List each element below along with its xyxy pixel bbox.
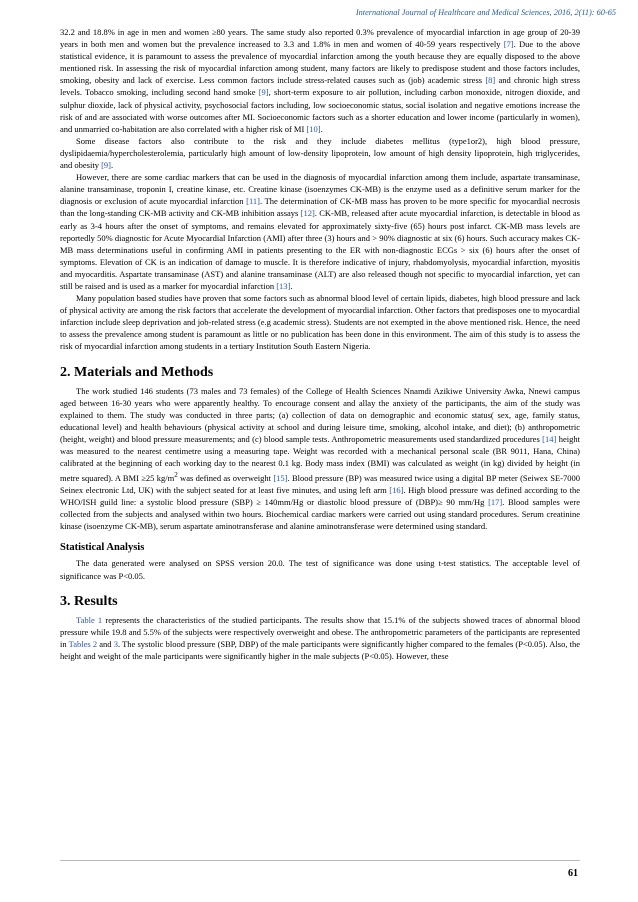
- text-run: . Due to the above statistical evidence, it is paramount to assess the prevalence of myocardial infarction among the youth because they are equally disposed to the above mentioned risk. In assessing the risk of myocardial infarction among student, many factors are likely to predispose student and those factors includes, smoking, obesity and lack of exercise. Less common factors include stress-related causes such as (job) academic stress: [60, 39, 581, 86]
- results-heading: 3. Results: [60, 593, 118, 609]
- superscript: 2: [174, 471, 178, 480]
- methods-paragraph: [60, 385, 580, 533]
- text-run: Some disease factors also contribute to the risk and they include diabetes mellitus (type1or2), high blood pressure, dyslipidaemia/hypercholesterolemia, particularly high amount of low-density lipoprotein, low amount of high density lipoprotein, high triglycerides, and obesity: [60, 135, 580, 171]
- citation-link[interactable]: Tables 2: [68, 638, 98, 649]
- text-run: Many population based studies have proven that some factors such as abnormal blood level of certain lipids, diabetes, high blood pressure and lack of physical activity are among the risk factors that accelerate the development of myocardial infarction. Other factors that predisposes one to myocardial infarction include sleep deprivation and job-related stress (e.g academic stress). Students are not exempted in the above mentioned risk. Hence, the need to assess the prevalence among student is paramount as little or no publication has been done in this environment. The aim of this study is to assess the risk of myocardial infarction among students in a tertiary Institution South Eastern Nigeria.: [60, 293, 580, 352]
- text-run: .: [290, 280, 293, 291]
- citation-link[interactable]: [9]: [258, 87, 269, 98]
- results-paragraph: [60, 614, 580, 662]
- methods-heading: 2. Materials and Methods: [60, 364, 214, 380]
- intro-paragraph-3: [60, 171, 580, 292]
- article-body: [60, 26, 580, 662]
- text-run: The data generated were analysed on SPSS version 20.0. The test of significance was done using t-test statistics. The acceptable level of significance was P<0.05.: [60, 558, 580, 581]
- citation-link[interactable]: 3: [113, 638, 118, 649]
- citation-link[interactable]: Table 1: [76, 614, 103, 625]
- citation-link[interactable]: [17]: [488, 497, 503, 508]
- text-run: However, there are some cardiac markers that can be used in the diagnosis of myocardial infarction among them include, aspartate transaminase, alanine transaminase, troponin I, creatine kinase, etc. Creatine kinase (isoenzymes CK-MB) is the enzyme used as a definitive serum marker for the diagnosis or exclusion of acute myocardial infarction: [60, 172, 580, 207]
- journal-header: International Journal of Healthcare and Medical Sciences, 2016, 2(11): 60-65: [355, 8, 616, 17]
- intro-paragraph-4: [60, 292, 580, 352]
- citation-link[interactable]: [11]: [246, 196, 261, 207]
- statistical-analysis-paragraph: [60, 557, 580, 581]
- text-run: was defined as overweight: [177, 473, 274, 484]
- text-run: height was measured to the nearest centimetre using a measuring tape. Weight was recorded with a mechanical personal scale (BR 9011, Hana, China) calibrated at the beginning of each working day to the nearest 0.1 kg. Body mass index (BMI) was calculated as weight (in kg) divided by height (in metre squared). A BMI ≥25 kg/m: [60, 433, 580, 484]
- text-run: .: [111, 160, 114, 171]
- intro-paragraph-2: [60, 135, 580, 171]
- text-run: and chronic high stress levels. Tobacco smoking, including second hand smoke: [60, 75, 581, 98]
- text-run: and: [97, 638, 114, 649]
- citation-link[interactable]: [8]: [485, 75, 496, 86]
- text-run: . CK-MB, released after acute myocardial infarction, is detectable in blood as early as 3-4 hours after the onset of symptoms, and remains elevated for approximately sixty-five (65) hours post infarct. CK-MB mass levels are reportedly 50% diagnostic for Acute Myocardial Infarction (AMI) after three (3) hours and > 90% diagnostic at six (6) hours. Such accuracy makes CK-MB mass determinations useful in confirming AMI in patients presenting to the ER with non-diagnostic ECGs > six (6) hours after the onset of symptoms. Elevation of CK is an indication of damage to muscle. It is therefore indicative of injury, rhabdomyolysis, myocardial infarction, myositis and myocarditis. Aspartate transaminase (AST) and alanine transaminase (ALT) are also released though not specific to myocardial infarction, yet can still be raised and is used as a marker for myocardial infarction: [60, 208, 580, 291]
- footer-rule: [60, 860, 580, 861]
- citation-link[interactable]: [9]: [101, 160, 111, 171]
- citation-link[interactable]: [14]: [542, 433, 557, 444]
- text-run: .: [320, 123, 323, 134]
- citation-link[interactable]: [7]: [503, 39, 514, 50]
- text-run: . The determination of CK-MB mass has proven to be more specific for myocardial necrosis than the long-standing CK-MB activity and CK-MB inhibition assays: [60, 196, 580, 219]
- text-run: . High blood pressure was defined according to the WHO/ISH guild line: a systolic blood pressure (SBP) ≥ 140mm/Hg or diastolic blood pressure of (DBP)≥ 90 mm/Hg: [60, 485, 580, 508]
- text-run: 32.2 and 18.8% in age in men and women ≥80 years. The same study also reported 0.3% prevalence of myocardial infarction in age group of 20-39 years in both men and women but the prevalence increased to 3.3 and 1.8% in men and women of 40-59 years respectively: [60, 27, 580, 50]
- text-run: , short-term exposure to air pollution, including carbon monoxide, nitrogen dioxide, and sulphur dioxide, lack of physical activity, psychosocial factors including, low socioeconomic status, social isolation and negative emotions increase the risk of and are associated with worse outcomes after MI. Socioeconomic factors such as a shorter education and lower income (particularly in women), and unmarried co-habitation are also correlated with a higher risk of MI: [60, 87, 580, 134]
- page-number: 61: [568, 868, 578, 879]
- text-run: . Blood samples were collected from the subjects and analysed within two hours. Biochemical cardiac markers were carried out using standard procedures. Serum creatinine kinase (isoenzyme CK-MB), serum aspartate aminotransferase and alanine aminotransferase were determined using standard.: [60, 497, 580, 532]
- citation-link[interactable]: [12]: [300, 208, 315, 219]
- statistical-analysis-heading: Statistical Analysis: [60, 542, 145, 554]
- citation-link[interactable]: [15]: [273, 473, 288, 484]
- text-run: . Blood pressure (BP) was measured twice using a digital BP meter (Seiwex SE-7000 Seinex electronic Ltd, UK) with the subject seated for at least five minutes, and using left arm: [60, 473, 580, 496]
- text-run: represents the characteristics of the studied participants. The results show that 15.1% of the subjects showed traces of abnormal blood pressure while 19.8 and 5.5% of the subjects were respectively overweight and obese. The anthropometric parameters of the participants are represented in: [60, 614, 580, 649]
- citation-link[interactable]: [10]: [306, 123, 321, 134]
- intro-paragraph-1: [60, 26, 580, 135]
- citation-link[interactable]: [16]: [389, 485, 404, 496]
- text-run: . The systolic blood pressure (SBP, DBP) of the male participants were significantly higher compared to the females (P<0.05). Also, the height and weight of the male participants were significantly higher in the male subjects (P<0.05). However, these: [60, 638, 580, 661]
- text-run: The work studied 146 students (73 males and 73 females) of the College of Health Sciences Nnamdi Azikiwe University Awka, Nnewi campus aged between 16-30 years who were apparently healthy. To encourage consent and allay the anxiety of the participants, the aim of the study was explained to them. The study was conducted in three parts; (a) collection of data on demographic and economic status( sex, age, family status, educational level) and health behaviours (physical activity at school and during leisure time, smoking, alcohol intake, and diet); (b) anthropometric (height, weight) and blood pressure measurements; and (c) blood sample tests. Anthropometric measurements used standardized procedures: [60, 385, 580, 444]
- citation-link[interactable]: [13]: [276, 280, 291, 291]
